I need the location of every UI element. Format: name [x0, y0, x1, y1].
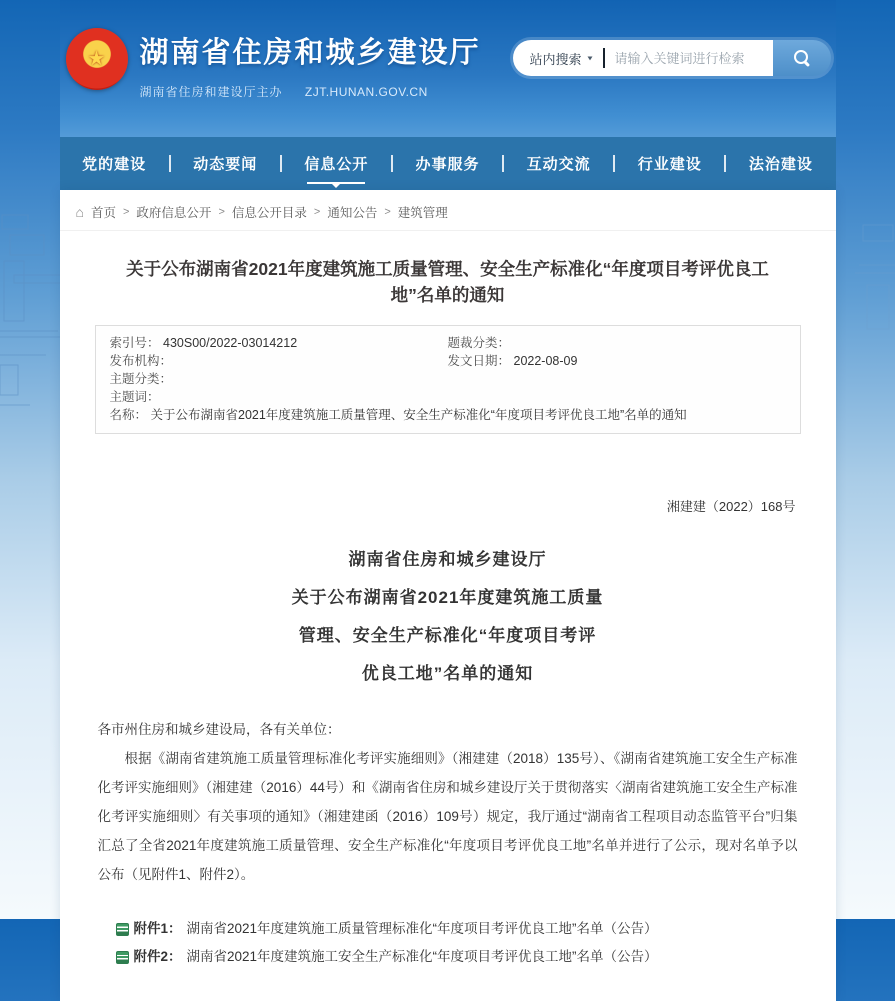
- site-title-group: [140, 28, 481, 100]
- attachment-link-2[interactable]: [116, 943, 798, 971]
- active-tab-underline: [307, 182, 365, 184]
- attachment-label: 附件2：: [133, 949, 182, 964]
- document-title-block: [60, 541, 836, 693]
- attachment-link-1[interactable]: [116, 915, 798, 943]
- meta-date: [448, 352, 786, 370]
- nav-item-services[interactable]: 办事服务: [415, 156, 480, 173]
- breadcrumb-construction-mgmt[interactable]: 建筑管理: [397, 206, 448, 220]
- search-bar: [510, 37, 833, 79]
- nav-separator: [724, 155, 726, 172]
- salutation-paragraph: 各市州住房和城乡建设局，各有关单位：: [97, 722, 341, 737]
- nav-item-info-disclosure[interactable]: [302, 147, 370, 180]
- meta-publisher-label: 发布机构：: [109, 354, 173, 368]
- nav-separator: [613, 155, 615, 172]
- document-number: 湘建建（2022）168号: [666, 499, 796, 514]
- meta-index: [110, 334, 448, 352]
- home-icon: ⌂: [75, 204, 84, 220]
- nav-item-industry[interactable]: 行业建设: [637, 156, 702, 173]
- attachment-title: 湖南省2021年度建筑施工质量管理标准化“年度项目考评优良工地”名单（公告）: [186, 921, 658, 936]
- site-header: [60, 0, 836, 137]
- nav-separator: [502, 155, 504, 172]
- breadcrumb-separator: >: [218, 206, 225, 218]
- breadcrumb-separator: >: [384, 206, 391, 218]
- page-title: 关于公布湖南省2021年度建筑施工质量管理、安全生产标准化“年度项目考评优良工地”名单的通知: [126, 259, 769, 305]
- search-input[interactable]: [605, 41, 773, 75]
- meta-topic: [110, 370, 786, 388]
- chevron-down-icon: ▾: [587, 53, 593, 63]
- building-lineart-right: [855, 205, 895, 505]
- breadcrumb-separator: >: [122, 206, 130, 218]
- document-title-line: 关于公布湖南省2021年度建筑施工质量: [291, 588, 604, 607]
- site-title: 湖南省住房和城乡建设厅: [139, 37, 481, 69]
- meta-date-value: 2022-08-09: [513, 354, 578, 368]
- national-emblem-logo[interactable]: [66, 28, 128, 90]
- attachment-icon: [116, 951, 129, 964]
- nav-separator: [280, 155, 282, 172]
- breadcrumb: [60, 190, 836, 231]
- site-sponsor-text: 湖南省住房和建设厅主办: [139, 85, 283, 99]
- nav-separator: [169, 155, 171, 172]
- search-icon: [793, 49, 811, 67]
- body-paragraph: 根据《湖南省建筑施工质量管理标准化考评实施细则》（湘建建（2018）135号）、《湖南省建筑施工安全生产标准化考评实施细则》（湘建建（2016）44号）和《湖南省住房和城乡建设厅关于贯彻落实〈湖南省建筑施工安全生产标准化考评实施细则〉有关事项的通知》（湘建建函（2016）109号）规定，我厅通过“湖南省工程项目动态监管平台”归集汇总了全省2021年度建筑施工质量管理、安全生产标准化“年度项目考评优良工地”名单并进行了公示，现对名单予以公布（见附件1、附件2）。: [97, 751, 798, 882]
- breadcrumb-notices[interactable]: 通知公告: [327, 206, 378, 220]
- building-lineart-left: [0, 205, 62, 625]
- site-subtitle: [140, 83, 481, 100]
- meta-row: [110, 334, 786, 352]
- search-button[interactable]: [773, 40, 831, 76]
- breadcrumb-info-catalog[interactable]: 信息公开目录: [231, 206, 307, 220]
- main-nav: [60, 137, 836, 190]
- nav-item-news[interactable]: 动态要闻: [193, 156, 258, 173]
- emblem-star-icon: ★: [87, 48, 106, 70]
- nav-item-label: 信息公开: [304, 156, 369, 173]
- document-title-line: 优良工地”名单的通知: [361, 664, 534, 683]
- document-title-line: 管理、安全生产标准化“年度项目考评: [298, 626, 597, 645]
- meta-row: [110, 352, 786, 370]
- breadcrumb-home[interactable]: 首页: [90, 206, 116, 220]
- meta-name-value: 关于公布湖南省2021年度建筑施工质量管理、安全生产标准化“年度项目考评优良工地”名单的通知: [150, 408, 687, 422]
- meta-index-label: 索引号：: [109, 336, 160, 350]
- meta-index-value: 430S00/2022-03014212: [163, 336, 298, 350]
- attachment-icon: [116, 923, 129, 936]
- search-scope-label: 站内搜索: [529, 51, 582, 67]
- breadcrumb-gov-info[interactable]: 政府信息公开: [136, 206, 212, 220]
- nav-item-party-building[interactable]: 党的建设: [82, 156, 147, 173]
- meta-topic-label: 主题分类：: [109, 372, 173, 386]
- attachment-title: 湖南省2021年度建筑施工安全生产标准化“年度项目考评优良工地”名单（公告）: [186, 949, 658, 964]
- nav-item-interaction[interactable]: 互动交流: [526, 156, 591, 173]
- breadcrumb-separator: >: [313, 206, 321, 218]
- nav-item-rule-of-law[interactable]: 法治建设: [748, 156, 813, 173]
- meta-keywords: [110, 388, 786, 406]
- meta-date-label: 发文日期：: [447, 354, 511, 368]
- content-card: [60, 190, 836, 1001]
- attachment-list: [116, 915, 798, 971]
- document-title-line: 湖南省住房和城乡建设厅: [348, 550, 547, 569]
- document-meta-box: [95, 325, 801, 434]
- meta-name: [110, 406, 786, 424]
- meta-genre-label: 题裁分类：: [447, 336, 511, 350]
- page-container: [60, 0, 836, 1001]
- site-url: ZJT.HUNAN.GOV.CN: [304, 85, 428, 99]
- meta-keywords-label: 主题词：: [109, 390, 160, 404]
- search-field-group: [513, 40, 772, 76]
- meta-name-label: 名称：: [109, 408, 148, 422]
- meta-genre: [448, 334, 786, 352]
- meta-publisher: [110, 352, 448, 370]
- nav-separator: [391, 155, 393, 172]
- search-scope-dropdown[interactable]: [513, 49, 602, 68]
- attachment-label: 附件1：: [133, 921, 182, 936]
